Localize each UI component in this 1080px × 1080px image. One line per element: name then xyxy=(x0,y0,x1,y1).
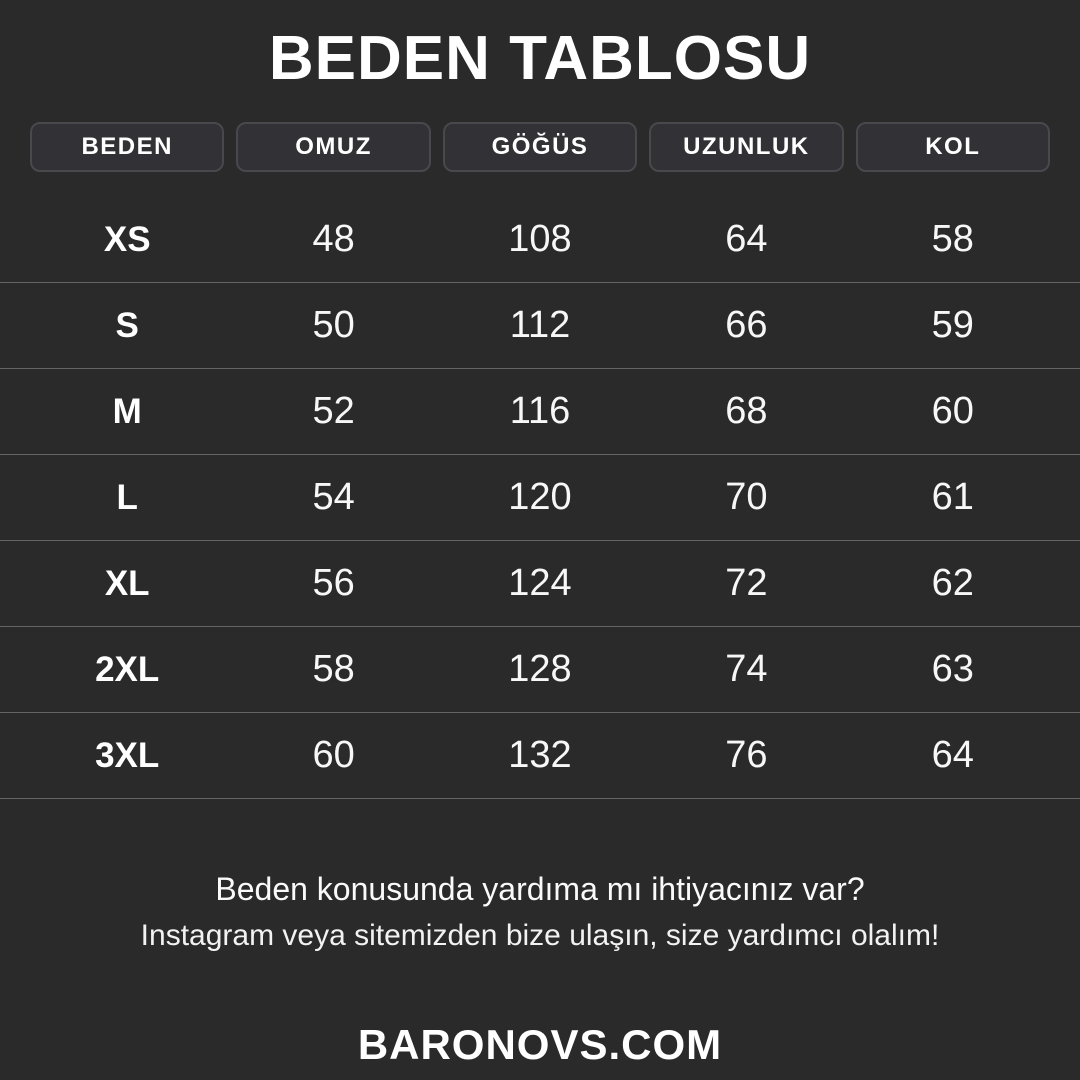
sleeve-cell: 60 xyxy=(931,390,974,432)
shoulder-cell: 52 xyxy=(312,390,355,432)
length-cell: 72 xyxy=(725,562,768,604)
brand-footer: BARONOVS.COM xyxy=(357,1021,723,1068)
chest-cell: 116 xyxy=(509,390,571,432)
sleeve-cell: 59 xyxy=(931,304,974,346)
shoulder-cell: 54 xyxy=(312,476,355,518)
table-row-l xyxy=(0,455,1080,541)
chest-cell: 124 xyxy=(508,562,572,604)
chest-cell: 120 xyxy=(508,476,572,518)
table-row-m xyxy=(0,369,1080,455)
sleeve-cell: 62 xyxy=(931,562,974,604)
chest-cell: 112 xyxy=(509,304,571,346)
chest-cell: 128 xyxy=(508,648,572,690)
help-text-line2: Instagram veya sitemizden bize ulaşın, size yardımcı olalım! xyxy=(140,919,940,952)
table-row-2xl xyxy=(0,627,1080,713)
size-cell: XL xyxy=(104,563,150,603)
length-cell: 76 xyxy=(725,734,768,776)
size-cell: L xyxy=(116,477,138,517)
header-pill-omuz: OMUZ xyxy=(236,122,430,172)
sleeve-cell: 63 xyxy=(931,648,974,690)
length-cell: 70 xyxy=(725,476,768,518)
header-pill-uzunluk: UZUNLUK xyxy=(649,122,843,172)
shoulder-cell: 48 xyxy=(312,218,355,260)
chest-cell: 132 xyxy=(508,734,572,776)
table-row-xl xyxy=(0,541,1080,627)
header-pill-beden: BEDEN xyxy=(30,122,224,172)
help-text-line1: Beden konusunda yardıma mı ihtiyacınız var? xyxy=(215,871,865,907)
length-cell: 74 xyxy=(725,648,768,690)
size-table xyxy=(0,197,1080,799)
chest-cell: 108 xyxy=(508,218,572,260)
table-header-row xyxy=(0,122,1080,172)
length-cell: 66 xyxy=(725,304,768,346)
shoulder-cell: 58 xyxy=(312,648,355,690)
sleeve-cell: 58 xyxy=(931,218,974,260)
header-pill-gogus: GÖĞÜS xyxy=(443,122,637,172)
size-cell: 3XL xyxy=(95,735,160,775)
table-row-s xyxy=(0,283,1080,369)
sleeve-cell: 64 xyxy=(931,734,974,776)
size-cell: S xyxy=(115,305,139,345)
help-text-block xyxy=(0,869,1080,955)
shoulder-cell: 60 xyxy=(312,734,355,776)
length-cell: 68 xyxy=(725,390,768,432)
page-title: BEDEN TABLOSU xyxy=(268,24,812,93)
shoulder-cell: 56 xyxy=(312,562,355,604)
table-row-3xl xyxy=(0,713,1080,799)
size-cell: XS xyxy=(103,219,151,259)
size-cell: 2XL xyxy=(95,649,160,689)
length-cell: 64 xyxy=(725,218,768,260)
header-pill-kol: KOL xyxy=(856,122,1050,172)
sleeve-cell: 61 xyxy=(931,476,974,518)
size-cell: M xyxy=(112,391,142,431)
table-row-xs xyxy=(0,197,1080,283)
shoulder-cell: 50 xyxy=(312,304,355,346)
